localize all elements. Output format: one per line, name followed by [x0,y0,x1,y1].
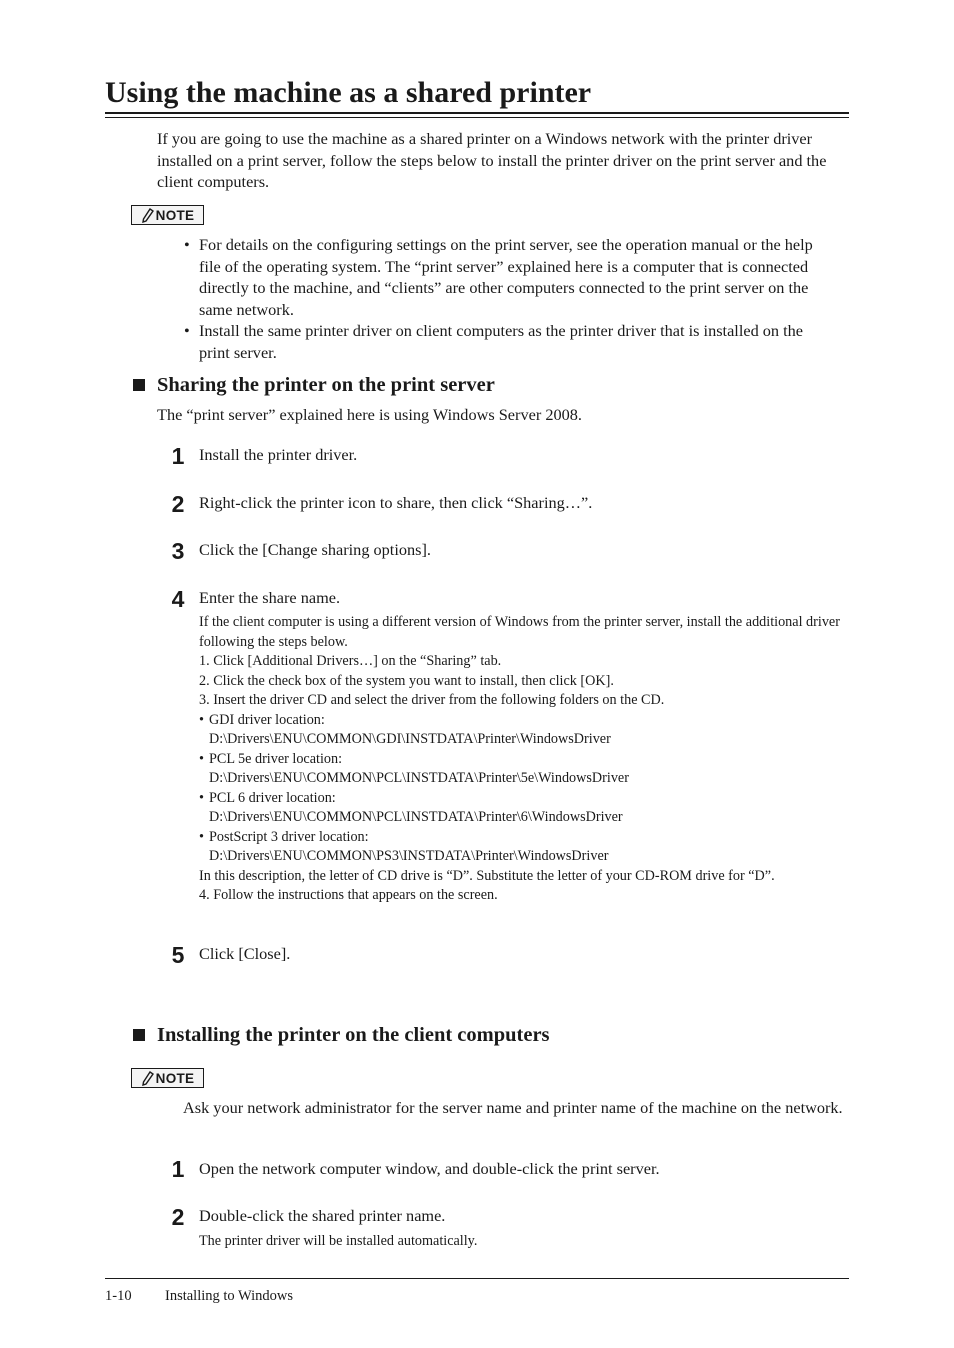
step-number: 2 [171,491,185,517]
detail-line: 3. Insert the driver CD and select the driver from the following folders on the CD. [199,692,665,708]
driver-label: • PCL 5e driver location: [199,750,844,770]
cd-drive-note: In this description, the letter of CD drive is “D”. Substitute the letter of your CD-ROM drive for “D”. [199,867,775,884]
step-number: 1 [171,443,185,469]
step-number: 4 [171,586,185,612]
chapter-name: Installing to Windows [165,1288,294,1304]
page-number: 1-10 [105,1288,132,1304]
detail-line: 1. Click [Additional Drivers…] on the “Sharing” tab. [199,653,502,669]
driver-path: D:\Drivers\ENU\COMMON\PCL\INSTDATA\Printer\6\WindowsDriver [209,809,623,825]
note-label: NOTE [155,1070,195,1086]
footer-rule [105,1278,849,1279]
page-title: Using the machine as a shared printer [105,76,592,109]
intro-paragraph: If you are going to use the machine as a shared printer on a Windows network with the printer driver installed on a print server, follow the steps below to install the printer driver on the print server and the client computers. [157,129,827,191]
title-rule [105,112,849,114]
note-bullet-list [184,234,834,363]
step-text: Click [Close]. [199,944,291,963]
note-bullet-item: • Install the same printer driver on client computers as the printer driver that is installed on the print server. [184,320,834,363]
note-label: NOTE [155,207,195,223]
title-rule-thin [105,117,849,118]
section-heading-sharing [133,372,495,398]
step-text: Install the printer driver. [199,445,358,464]
detail-line: 4. Follow the instructions that appears on the screen. [199,887,498,903]
detail-line: 2. Click the check box of the system you want to install, then click [OK]. [199,672,614,689]
section-heading-text: Installing the printer on the client computers [157,1024,550,1046]
note-bullet-item: • For details on the configuring settings on the print server, see the operation manual or the help file of the operating system. The “print server” explained here is a computer that is connected directly to the machine, and “clients” are other computers connected to the print server on the same network. [184,234,834,320]
note-badge [131,205,204,225]
driver-path: D:\Drivers\ENU\COMMON\PS3\INSTDATA\Printer\WindowsDriver [209,848,609,864]
step-text: Double-click the shared printer name. [199,1206,446,1225]
driver-path: D:\Drivers\ENU\COMMON\PCL\INSTDATA\Printer\5e\WindowsDriver [209,770,629,786]
step-number: 5 [171,942,185,968]
driver-label: • GDI driver location: [199,711,844,731]
section-heading-text: Sharing the printer on the print server [157,374,495,396]
step-text: Enter the share name. [199,588,341,607]
step4-detail [199,613,844,906]
section-subtitle: The “print server” explained here is using Windows Server 2008. [157,405,582,424]
step-text: Right-click the printer icon to share, then click “Sharing…”. [199,493,593,512]
step-number: 1 [171,1156,185,1182]
driver-label: • PostScript 3 driver location: [199,828,844,848]
step-detail: The printer driver will be installed automatically. [199,1233,478,1249]
step-text: Click the [Change sharing options]. [199,540,431,559]
driver-label: • PCL 6 driver location: [199,789,844,809]
driver-path: D:\Drivers\ENU\COMMON\GDI\INSTDATA\Printer\WindowsDriver [209,731,611,747]
section-heading-client [133,1022,550,1048]
note-text: Ask your network administrator for the server name and printer name of the machine on the network. [183,1098,843,1117]
square-bullet-icon [133,1029,145,1041]
step-text: Open the network computer window, and double-click the print server. [199,1159,660,1178]
detail-intro: If the client computer is using a different version of Windows from the printer server, install the additional driver following the steps below. [199,614,840,650]
note-badge [131,1068,204,1088]
step-number: 3 [171,538,185,564]
pencil-icon [141,1071,154,1086]
square-bullet-icon [133,379,145,391]
pencil-icon [141,208,154,223]
step-number: 2 [171,1204,185,1230]
